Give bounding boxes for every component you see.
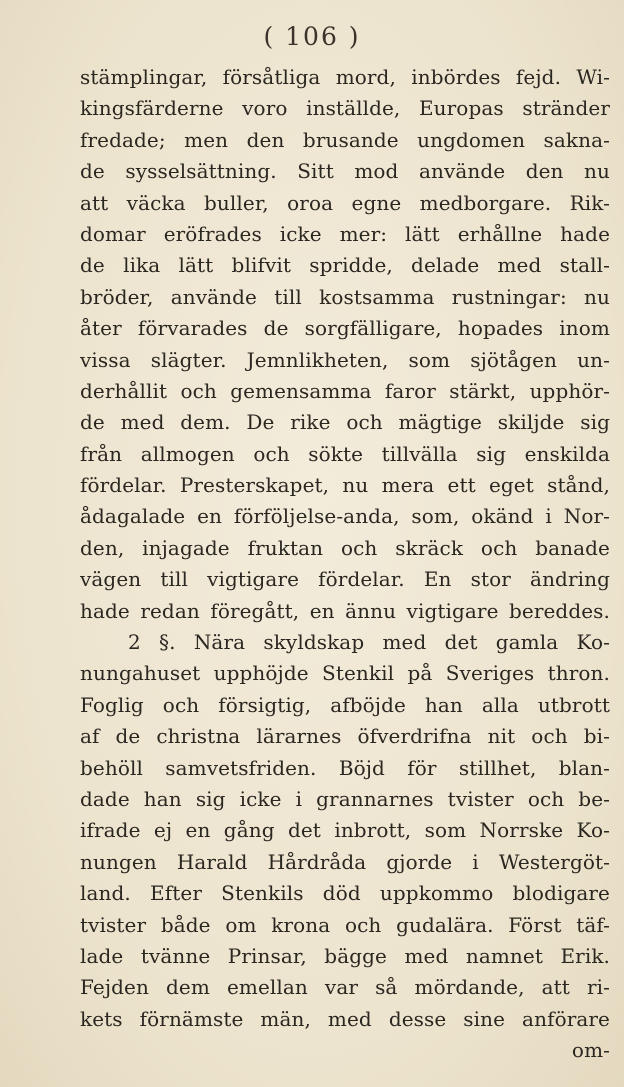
text-line: land. Efter Stenkils död uppkommo blodigare [80, 881, 610, 906]
text-line: nungen Harald Hårdråda gjorde i Westergöt- [80, 849, 610, 874]
text-line: den, injagade fruktan och skräck och banade [80, 535, 610, 560]
catchword: om- [571, 1038, 610, 1063]
page-number-header: ( 106 ) [263, 22, 361, 51]
text-line: af de christna lärarnes öfverdrifna nit och bi- [80, 724, 610, 749]
text-line: stämplingar, försåtliga mord, inbördes fejd. Wi- [80, 65, 610, 89]
text-line: Foglig och försigtig, afböjde han alla utbrott [80, 692, 610, 717]
text-line: fördelar. Presterskapet, nu mera ett eget stånd, [80, 473, 610, 498]
text-line: kingsfärderne voro inställde, Europas stränder [80, 96, 610, 121]
text-line: tvister både om krona och gudalära. Först täf- [80, 912, 610, 937]
text-line: vissa slägter. Jemnlikheten, som sjötågen un- [80, 347, 610, 372]
section-start-line: 2 §. Nära skyldskap med det gamla Ko- [128, 630, 610, 655]
text-line: de lika lätt blifvit spridde, delade med stall- [80, 253, 610, 278]
text-line: domar eröfrades icke mer: lätt erhållne hade [80, 221, 610, 246]
text-line: de sysselsättning. Sitt mod använde den nu [80, 159, 610, 184]
text-line: fredade; men den brusande ungdomen sakna- [80, 127, 610, 152]
text-line: behöll samvetsfriden. Böjd för stillhet, blan- [80, 755, 610, 780]
text-line: att väcka buller, oroa egne medborgare. Rik- [80, 190, 610, 215]
text-line: kets förnämste män, med desse sine anförare [80, 1006, 610, 1031]
text-line: från allmogen och sökte tillvälla sig enskilda [80, 441, 610, 466]
text-line: ifrade ej en gång det inbrott, som Norrske Ko- [80, 818, 610, 843]
text-line: nungahuset upphöjde Stenkil på Sveriges thron. [80, 661, 610, 686]
text-line: lade tvänne Prinsar, bägge med namnet Erik. [80, 943, 610, 968]
text-line: åter förvarades de sorgfälligare, hopades inom [80, 316, 610, 341]
text-line: bröder, använde till kostsamma rustningar: nu [80, 284, 610, 309]
text-line: derhållit och gemensamma faror stärkt, upphör- [80, 378, 610, 403]
text-line: dade han sig icke i grannarnes tvister och be- [80, 786, 610, 811]
text-line: ådagalade en förföljelse-anda, som, okänd i Nor- [80, 504, 610, 529]
text-line: de med dem. De rike och mägtige skiljde sig [80, 410, 610, 435]
body-text [80, 62, 610, 1067]
text-line: hade redan föregått, en ännu vigtigare bereddes. [80, 598, 610, 623]
text-line: vägen till vigtigare fördelar. En stor ändring [80, 567, 610, 592]
text-line: Fejden dem emellan var så mördande, att ri- [80, 975, 610, 1000]
